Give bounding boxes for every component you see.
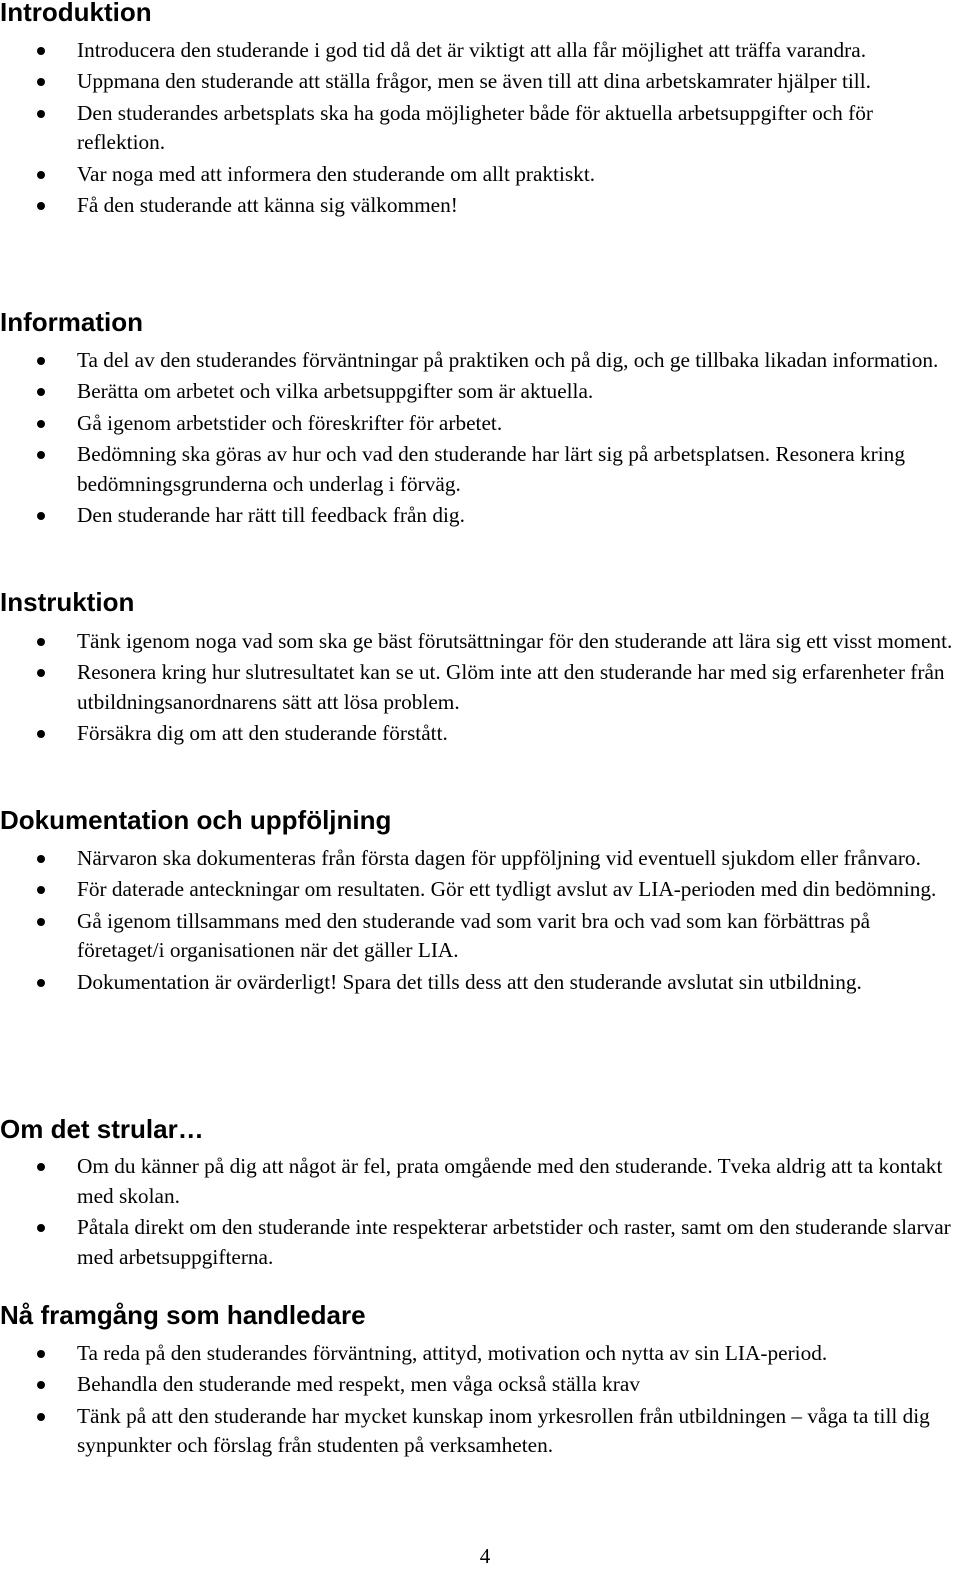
bullet-list-introduktion [0,36,960,223]
section-heading-na-framgang: Nå framgång som handledare [0,1300,366,1330]
bullet-icon [37,420,45,428]
bullet-icon [37,47,45,55]
bullet-icon [37,512,45,520]
bullet-icon [37,669,45,677]
bullet-list-na-framgang [0,1339,960,1463]
bullet-icon [37,202,45,210]
list-item: Ta reda på den studerandes förväntning, attityd, motivation och nytta av sin LIA-period. [0,1339,957,1369]
bullet-list-information [0,346,960,533]
bullet-icon [37,110,45,118]
list-item: Ta del av den studerandes förväntningar på praktiken och på dig, och ge tillbaka likadan information. [0,346,957,376]
bullet-icon [37,171,45,179]
list-item: Bedömning ska göras av hur och vad den studerande har lärt sig på arbetsplatsen. Resonera kring bedömningsgrunderna och underlag i förväg. [0,440,957,499]
bullet-icon [37,357,45,365]
section-heading-instruktion: Instruktion [0,587,135,617]
list-item: Få den studerande att känna sig välkommen! [0,191,957,221]
bullet-icon [37,451,45,459]
list-item: Gå igenom tillsammans med den studerande vad som varit bra och vad som kan förbättras på företaget/i organisationen när det gäller LIA. [0,907,957,966]
bullet-icon [37,886,45,894]
list-item: Behandla den studerande med respekt, men våga också ställa krav [0,1370,957,1400]
list-item: Tänk igenom noga vad som ska ge bäst förutsättningar för den studerande att lära sig ett visst moment. [0,627,957,657]
list-item: Tänk på att den studerande har mycket kunskap inom yrkesrollen från utbildningen – våga ta till dig synpunkter och förslag från studenten på verksamheten. [0,1402,957,1461]
list-item: Dokumentation är ovärderligt! Spara det tills dess att den studerande avslutat sin utbildning. [0,968,957,998]
bullet-icon [37,979,45,987]
bullet-icon [37,1350,45,1358]
bullet-list-instruktion [0,627,960,751]
list-item: Den studerande har rätt till feedback från dig. [0,501,957,531]
bullet-icon [37,1381,45,1389]
list-item: Påtala direkt om den studerande inte respekterar arbetstider och raster, samt om den studerande slarvar med arbetsuppgifterna. [0,1213,957,1272]
list-item: Introducera den studerande i god tid då det är viktigt att alla får möjlighet att träffa varandra. [0,36,957,66]
list-item: Gå igenom arbetstider och föreskrifter för arbetet. [0,409,957,439]
list-item: Närvaron ska dokumenteras från första dagen för uppföljning vid eventuell sjukdom eller frånvaro. [0,844,957,874]
bullet-icon [37,78,45,86]
list-item: Var noga med att informera den studerande om allt praktiskt. [0,160,957,190]
bullet-icon [37,730,45,738]
bullet-icon [37,638,45,646]
list-item: Den studerandes arbetsplats ska ha goda möjligheter både för aktuella arbetsuppgifter och för reflektion. [0,99,957,158]
list-item: Försäkra dig om att den studerande förstått. [0,719,957,749]
bullet-icon [37,855,45,863]
section-heading-om-det-strular: Om det strular… [0,1114,204,1144]
list-item: Berätta om arbetet och vilka arbetsuppgifter som är aktuella. [0,377,957,407]
section-heading-information: Information [0,307,143,337]
bullet-icon [37,918,45,926]
bullet-list-om-det-strular [0,1152,960,1274]
bullet-icon [37,1224,45,1232]
section-heading-dokumentation: Dokumentation och uppföljning [0,805,392,835]
bullet-list-dokumentation [0,844,960,999]
list-item: För daterade anteckningar om resultaten. Gör ett tydligt avslut av LIA-perioden med din bedömning. [0,875,957,905]
bullet-icon [37,1413,45,1421]
list-item: Uppmana den studerande att ställa frågor, men se även till att dina arbetskamrater hjälper till. [0,67,957,97]
list-item: Resonera kring hur slutresultatet kan se ut. Glöm inte att den studerande har med sig erfarenheter från utbildningsanordnarens sätt att lösa problem. [0,658,957,717]
bullet-icon [37,1163,45,1171]
bullet-icon [37,388,45,396]
page-number: 4 [479,1544,491,1568]
section-heading-introduktion: Introduktion [0,0,152,27]
list-item: Om du känner på dig att något är fel, prata omgående med den studerande. Tveka aldrig att ta kontakt med skolan. [0,1152,957,1211]
